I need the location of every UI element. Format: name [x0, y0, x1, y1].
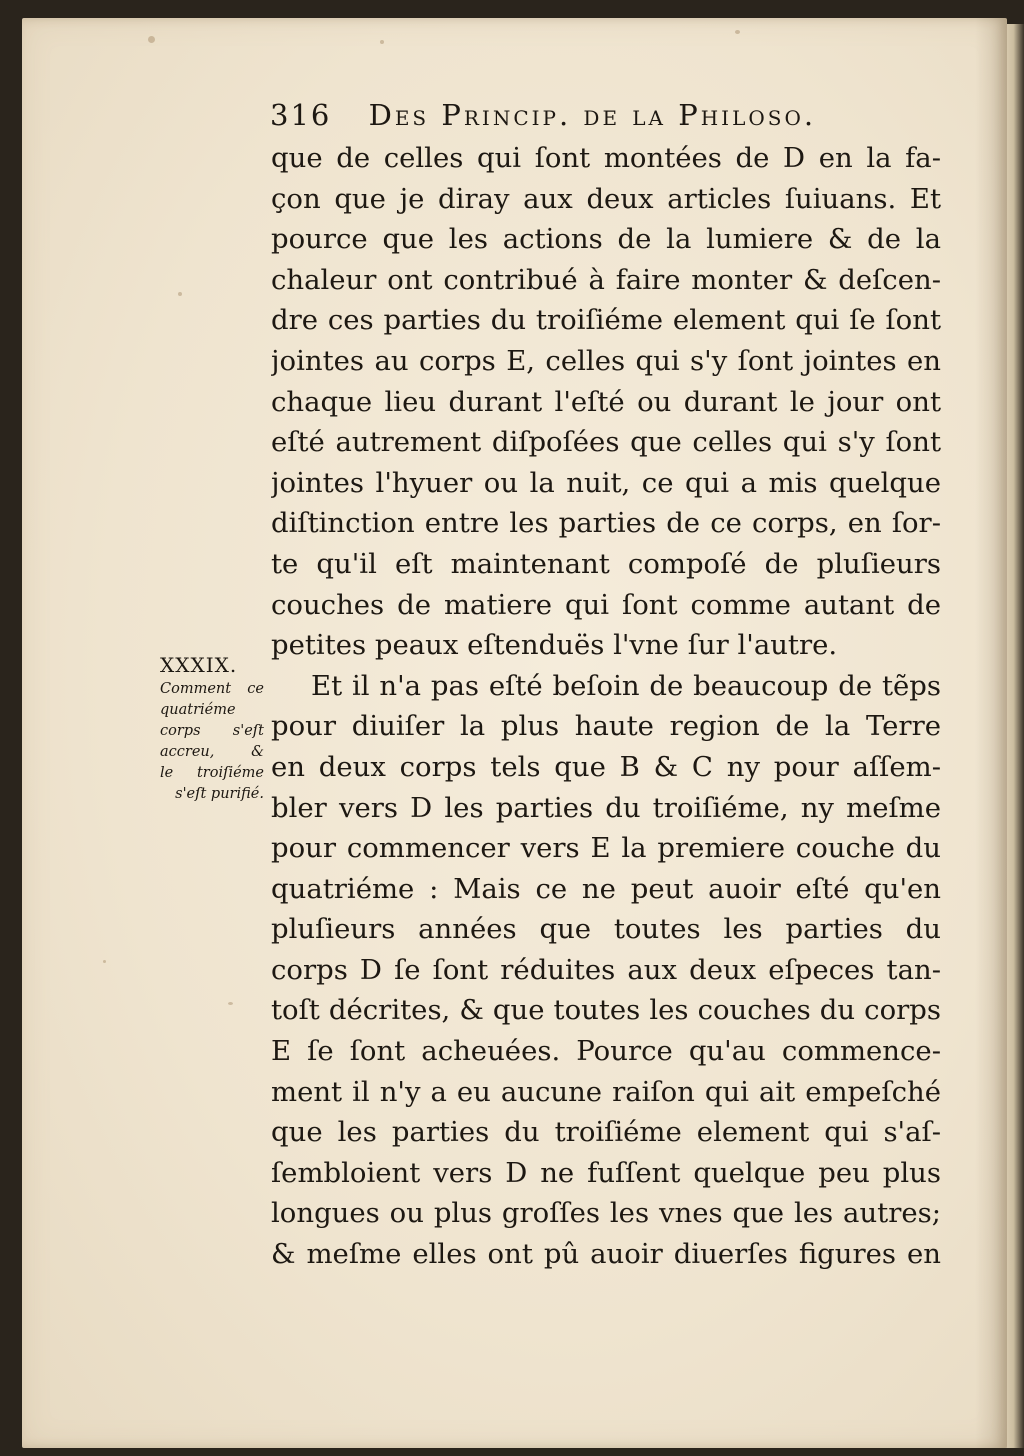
text-line: en deux corps tels que B & C ny pour aſſem- [271, 750, 941, 783]
margin-note-line: accreu, & [160, 744, 264, 760]
text-line: eſté autrement diſpoſées que celles qui s'y ſont [271, 426, 941, 459]
text-line: bler vers D les parties du troiſiéme, ny meſme [271, 791, 941, 824]
paper-stain [735, 30, 740, 34]
margin-note [160, 651, 264, 805]
text-line: pour commencer vers E la premiere couche du [271, 832, 941, 865]
text-line: & meſme elles ont pû auoir diuerſes figures en [271, 1238, 941, 1271]
text-line: jointes l'hyuer ou la nuit, ce qui a mis quelque [271, 466, 941, 499]
text-line: pource que les actions de la lumiere & de la [271, 223, 941, 256]
running-title: Des Princip. de la Philoso. [368, 98, 817, 132]
page-shadow [975, 18, 1007, 1448]
text-line: toſt décrites, & que toutes les couches du corps [271, 994, 941, 1027]
paragraph-end-line: petites peaux eſtenduës l'vne ſur l'autre. [271, 629, 838, 662]
text-line: pour diuiſer la plus haute region de la Terre [271, 710, 941, 743]
text-line: çon que je diray aux deux articles ſuiuans. Et [271, 182, 941, 215]
paper-stain [103, 960, 106, 963]
paper-stain [380, 40, 384, 44]
margin-note-line: le troiſiéme [160, 765, 264, 781]
running-head [270, 98, 950, 138]
text-line: te qu'il eſt maintenant compoſé de pluſieurs [271, 547, 941, 580]
paragraph-start-line: Et il n'a pas eſté beſoin de beaucoup de tẽps [311, 669, 941, 702]
text-line: chaque lieu durant l'eſté ou durant le jour ont [271, 385, 941, 418]
paper-stain [228, 1002, 233, 1005]
margin-note-line: Comment ce [160, 681, 264, 697]
body-text [271, 138, 941, 1275]
page-number: 316 [270, 98, 332, 132]
paper-stain [178, 292, 182, 296]
paper-stain [148, 36, 155, 43]
text-line: diſtinction entre les parties de ce corps, en ſor- [271, 507, 941, 540]
text-line: ſembloient vers D ne fuſſent quelque peu plus [271, 1156, 941, 1189]
text-line: pluſieurs années que toutes les parties du [271, 913, 941, 946]
text-line: longues ou plus groſſes les vnes que les autres; [271, 1197, 941, 1230]
text-line: dre ces parties du troiſiéme element qui ſe ſont [271, 304, 941, 337]
text-line: couches de matiere qui ſont comme autant de [271, 588, 941, 621]
text-line: jointes au corps E, celles qui s'y ſont jointes en [271, 344, 941, 377]
margin-note-line: quatriéme [160, 702, 236, 718]
text-line: corps D ſe ſont réduites aux deux eſpeces tan- [271, 953, 941, 986]
text-line: chaleur ont contribué à faire monter & deſcen- [271, 263, 941, 296]
margin-note-line: corps s'eſt [160, 723, 264, 739]
article-number: XXXIX. [160, 653, 238, 677]
margin-note-line: s'eſt purifié. [175, 786, 264, 802]
text-line: que de celles qui ſont montées de D en la fa- [271, 142, 941, 174]
text-line: ment il n'y a eu aucune raiſon qui ait empeſché [271, 1075, 941, 1108]
text-line: E ſe ſont acheuées. Pource qu'au commence- [271, 1035, 941, 1068]
text-line: quatriéme : Mais ce ne peut auoir eſté qu'en [271, 872, 941, 905]
text-line: que les parties du troiſiéme element qui s'aſ- [271, 1116, 941, 1149]
